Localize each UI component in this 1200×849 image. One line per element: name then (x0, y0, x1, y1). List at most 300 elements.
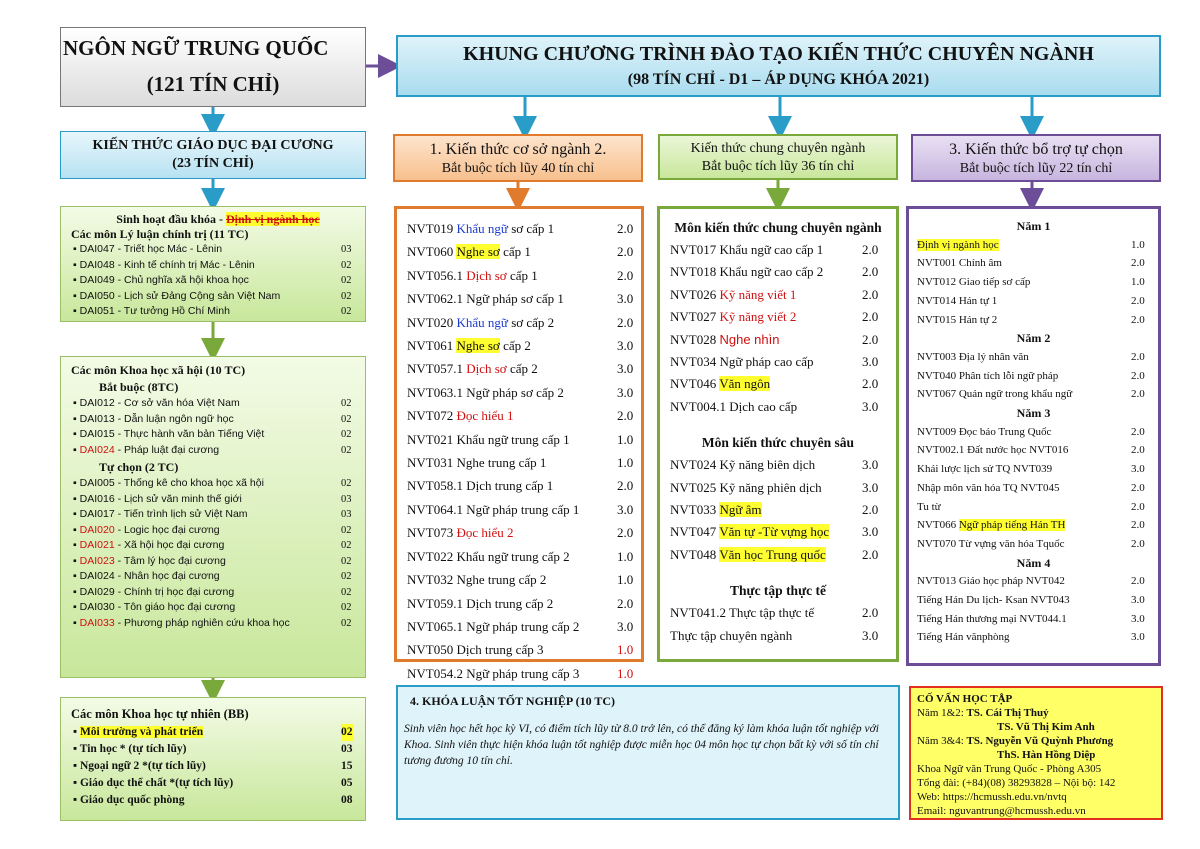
course-row (909, 348, 1158, 367)
course-name: sơ cấp 2 (507, 314, 555, 330)
course-name: Khẩu ngữ trung cấp 1 (456, 431, 570, 447)
elective-title: 3. Kiến thức bổ trợ tự chọn (949, 141, 1123, 158)
course-name: DAI050 - Lịch sử Đảng Cộng sản Việt Nam (79, 289, 281, 302)
course-row: ▪ DAI020 - Logic học đại cương 02 (61, 523, 365, 539)
course-code: NVT033 (670, 502, 717, 518)
course-name-highlight: Nghe sơ (456, 244, 500, 260)
course-row: ▪ Tin học * (tự tích lũy) 03 (61, 741, 365, 758)
foundation-course-list (394, 206, 644, 681)
course-credits: 2.0 (1131, 500, 1145, 513)
specialized-title: Môn kiến thức chuyên sâu (701, 435, 855, 451)
course-credits: 3.0 (617, 384, 634, 400)
course-row (397, 662, 641, 685)
course-credits: 3.0 (1131, 594, 1145, 607)
course-name: DAI016 - Lịch sử văn minh thế giới (79, 492, 242, 505)
course-name: NVT003 Địa lý nhân văn (917, 350, 1029, 363)
course-code: NVT073 (407, 525, 454, 541)
course-name: - Phương pháp nghiên cứu khoa học (114, 616, 290, 629)
course-row (397, 474, 641, 497)
course-row (660, 625, 896, 647)
course-name: Ngữ pháp trung cấp 3 (466, 665, 580, 681)
course-credits: 02 (341, 555, 352, 567)
course-credits: 02 (341, 540, 352, 551)
course-credits: 2.0 (862, 605, 879, 621)
course-row (397, 381, 641, 404)
course-name-highlight: Kỹ năng viết 1 (719, 286, 797, 302)
course-row (397, 451, 641, 474)
course-row (909, 516, 1158, 535)
course-credits: 2.0 (617, 408, 634, 424)
course-row: ▪ Giáo dục thể chất *(tự tích lũy) 05 (61, 775, 365, 792)
course-code: DAI023 (79, 554, 115, 567)
course-row: ▪ DAI047 - Triết học Mác - Lênin 03 (61, 242, 365, 258)
course-row: ▪ DAI015 - Thực hành văn bản Tiếng Việt 02 (61, 427, 365, 443)
natural-science-box (60, 697, 366, 821)
course-code: NVT026 (670, 286, 717, 302)
course-row (397, 311, 641, 334)
course-row (909, 628, 1158, 647)
course-name: cấp 1 (499, 244, 531, 260)
specialized-list (660, 454, 896, 566)
course-credits: 02 (341, 398, 352, 409)
elective-requirement: Bắt buộc tích lũy 22 tín chỉ (959, 161, 1113, 176)
course-name: DAI012 - Cơ sở văn hóa Việt Nam (79, 397, 240, 409)
thesis-title: 4. KHÓA LUẬN TỐT NGHIỆP (10 TC) (410, 694, 616, 708)
politics-subtitle: Các môn Lý luận chính trị (11 TC) (71, 227, 249, 241)
course-row (660, 351, 896, 373)
advisor-y12: Năm 1&2: TS. Cái Thị Thuỷ (917, 707, 1049, 719)
course-credits: 02 (341, 724, 353, 741)
course-row: ▪ Môi trường và phát triển 02 (61, 724, 365, 741)
course-name: cấp 2 (499, 338, 531, 354)
course-name: - Pháp luật đại cương (114, 443, 220, 456)
course-credits: 1.0 (617, 548, 634, 564)
course-code: NVT059.1 (407, 595, 463, 611)
course-credits: 02 (341, 306, 352, 317)
course-credits: 2.0 (862, 286, 879, 302)
course-credits: 2.0 (1131, 350, 1145, 363)
course-credits: 2.0 (862, 264, 879, 280)
program-credits: (121 TÍN CHỈ) (146, 72, 280, 96)
course-row (660, 602, 896, 624)
course-credits: 2.0 (1131, 257, 1145, 270)
course-name: DAI030 - Tôn giáo học đại cương (79, 601, 236, 613)
course-credits: 3.0 (862, 398, 879, 414)
course-name: Ngữ pháp trung cấp 2 (466, 618, 580, 634)
course-credits: 02 (341, 275, 352, 286)
course-name-highlight: Dịch sơ (466, 267, 507, 283)
course-code: NVT057.1 (407, 361, 463, 377)
course-credits: 02 (341, 413, 352, 425)
course-credits: 2.0 (1131, 575, 1145, 588)
course-credits: 1.0 (1131, 238, 1145, 251)
course-credits: 3.0 (1131, 463, 1145, 476)
course-name: NVT013 Giáo học pháp NVT042 (917, 575, 1065, 588)
course-row (909, 498, 1158, 517)
course-row: ▪ DAI005 - Thống kê cho khoa học xã hội 02 (61, 476, 365, 492)
course-row (397, 357, 641, 380)
year-label: Năm 4 (1016, 555, 1051, 570)
course-row: ▪ Ngoại ngữ 2 *(tự tích lũy) 15 (61, 758, 365, 775)
course-credits: 2.0 (1131, 425, 1145, 438)
course-name: NVT002.1 Đất nước học NVT016 (917, 444, 1069, 457)
course-credits: 3.0 (1131, 612, 1145, 625)
course-code: NVT020 (407, 314, 454, 330)
advisor-y34-b: ThS. Hàn Hồng Diệp (997, 749, 1096, 761)
course-row: ▪ DAI021 - Xã hội học đại cương 02 (61, 538, 365, 554)
course-code: NVT060 (407, 244, 454, 260)
course-name-highlight: Kỹ năng viết 2 (719, 309, 797, 325)
course-row (660, 544, 896, 566)
course-name-highlight: Đọc hiểu 1 (456, 408, 514, 424)
course-credits: 2.0 (617, 267, 634, 283)
course-credits: 02 (341, 444, 352, 456)
course-name: - Xã hội học đại cương (114, 539, 225, 551)
course-name: Giáo dục quốc phòng (79, 794, 185, 806)
course-name: Dịch trung cấp 1 (466, 478, 554, 494)
course-row (397, 240, 641, 263)
course-credits: 2.0 (1131, 369, 1145, 382)
course-row (397, 615, 641, 638)
course-name: DAI005 - Thống kê cho khoa học xã hội (79, 477, 264, 489)
course-name: Khẩu ngữ cao cấp 1 (719, 242, 824, 257)
course-row: ▪ DAI012 - Cơ sở văn hóa Việt Nam 02 (61, 396, 365, 412)
course-code: NVT048 (670, 546, 717, 562)
course-row (397, 545, 641, 568)
course-credits: 2.0 (1131, 313, 1145, 326)
foundation-header (393, 134, 643, 182)
course-credits: 02 (341, 586, 352, 598)
course-row: ▪ DAI016 - Lịch sử văn minh thế giới 03 (61, 492, 365, 508)
course-row (660, 396, 896, 418)
course-credits: 02 (341, 259, 352, 271)
required-label: Bắt buộc (8TC) (99, 380, 179, 394)
course-name: NVT015 Hán tự 2 (917, 313, 998, 326)
course-name: sơ cấp 1 (507, 221, 555, 236)
elective-header (911, 134, 1161, 182)
course-name: Ngoại ngữ 2 *(tự tích lũy) (79, 760, 206, 772)
course-credits: 02 (341, 478, 352, 489)
course-row (909, 423, 1158, 442)
course-credits: 2.0 (862, 309, 879, 325)
orientation-struck: Định vị ngành học (226, 212, 320, 226)
course-credits: 02 (341, 429, 352, 440)
course-name-highlight: Đọc hiểu 2 (456, 525, 514, 541)
program-name: NGÔN NGỮ TRUNG QUỐC (63, 36, 329, 60)
course-name: Khẩu ngữ cao cấp 2 (719, 264, 824, 280)
course-code: NVT022 (407, 548, 454, 564)
course-name-highlight: Dịch sơ (466, 361, 507, 377)
major-requirement: Bắt buộc tích lũy 36 tín chỉ (701, 159, 855, 174)
course-row (660, 373, 896, 395)
course-credits: 2.0 (617, 595, 634, 611)
course-row (397, 404, 641, 427)
course-row (660, 454, 896, 476)
course-code: DAI024 (79, 443, 115, 456)
general-education-header (60, 131, 366, 179)
general-education-credits: (23 TÍN CHỈ) (172, 156, 254, 171)
course-name-highlight: Ngữ âm (719, 502, 762, 518)
foundation-requirement: Bắt buộc tích lũy 40 tín chỉ (441, 161, 595, 176)
course-code: NVT050 (407, 642, 454, 658)
politics-list (61, 242, 365, 320)
course-credits: 2.0 (1131, 444, 1145, 457)
course-credits: 3.0 (862, 457, 879, 473)
course-row (909, 441, 1158, 460)
course-row (397, 334, 641, 357)
course-row (660, 499, 896, 521)
course-name: NVT012 Giao tiếp sơ cấp (917, 276, 1031, 289)
internship-title: Thực tập thực tế (729, 583, 827, 599)
course-credits: 1.0 (1131, 276, 1145, 289)
course-name: DAI029 - Chính trị học đại cương (79, 585, 235, 598)
course-row (397, 428, 641, 451)
course-name: Nhập môn văn hóa TQ NVT045 (917, 481, 1060, 494)
course-name-highlight: Văn tự -Từ vựng học (719, 524, 830, 540)
social-science-title: Các môn Khoa học xã hội (10 TC) (71, 363, 246, 377)
course-credits: 2.0 (617, 244, 634, 260)
course-name: Kỹ năng phiên dịch (719, 479, 822, 495)
course-credits: 02 (341, 602, 352, 613)
course-code: NVT063.1 (407, 384, 463, 400)
course-name: cấp 1 (506, 267, 538, 283)
course-name: DAI015 - Thực hành văn bản Tiếng Việt (79, 428, 265, 440)
course-name: Tiếng Hán Du lịch- Ksan NVT043 (917, 594, 1070, 607)
course-code: NVT018 (670, 264, 717, 280)
course-row (397, 521, 641, 544)
course-credits: 2.0 (1131, 537, 1145, 550)
course-row (660, 329, 896, 351)
course-name: Ngữ pháp trung cấp 1 (466, 501, 580, 517)
course-credits: 03 (341, 509, 352, 520)
course-name-highlight: Văn học Trung quốc (719, 546, 826, 562)
course-row (660, 261, 896, 283)
course-code: NVT028 (670, 331, 717, 347)
course-row (909, 572, 1158, 591)
course-name: NVT067 Quán ngữ trong khẩu ngữ (917, 388, 1073, 401)
course-row (660, 239, 896, 261)
advisor-email-link[interactable]: Email: nguvantrung@hcmussh.edu.vn (917, 805, 1086, 817)
course-row (397, 498, 641, 521)
foundation-title: 1. Kiến thức cơ sở ngành 2. (429, 141, 607, 158)
course-credits: 02 (341, 571, 352, 582)
major-title: Kiến thức chung chuyên ngành (690, 141, 866, 156)
course-credits: 2.0 (1131, 388, 1145, 401)
course-name-highlight: Nghe sơ (456, 338, 500, 354)
course-row: ▪ DAI024 - Nhân học đại cương 02 (61, 569, 365, 585)
course-row (397, 638, 641, 661)
course-credits: 3.0 (862, 627, 879, 643)
course-name: Tin học * (tự tích lũy) (79, 743, 187, 755)
course-row (909, 610, 1158, 629)
course-credits: 3.0 (862, 524, 879, 540)
course-row (909, 254, 1158, 273)
course-row (660, 521, 896, 543)
year-label: Năm 3 (1016, 406, 1051, 421)
course-row: ▪ DAI024 - Pháp luật đại cương 02 (61, 443, 365, 459)
course-code: DAI020 (79, 523, 115, 536)
major-header (658, 134, 898, 180)
course-name: - Tâm lý học đại cương (114, 554, 226, 567)
course-row (397, 592, 641, 615)
course-row (909, 479, 1158, 498)
course-credits: 2.0 (1131, 481, 1145, 494)
course-row (909, 236, 1158, 255)
course-credits: 2.0 (1131, 294, 1145, 307)
course-row: ▪ DAI051 - Tư tưởng Hồ Chí Minh 02 (61, 304, 365, 320)
course-row (909, 367, 1158, 386)
course-credits: 2.0 (617, 314, 634, 330)
course-credits: 1.0 (617, 642, 634, 658)
course-name: Thực tập chuyên ngành (670, 627, 793, 643)
course-name: Nghe trung cấp 2 (456, 572, 547, 588)
advisor-title: CỐ VẤN HỌC TẬP (917, 693, 1013, 705)
course-name: - Logic học đại cương (114, 523, 220, 536)
course-row (909, 460, 1158, 479)
course-row: ▪ DAI033 - Phương pháp nghiên cứu khoa học 02 (61, 616, 365, 632)
course-name: NVT070 Từ vựng văn hóa Tquốc (917, 537, 1065, 550)
course-credits: 3.0 (862, 354, 879, 370)
course-name: DAI049 - Chủ nghĩa xã hội khoa học (79, 274, 249, 286)
natural-science-title: Các môn Khoa học tự nhiên (BB) (71, 707, 249, 721)
course-code: NVT062.1 (407, 291, 463, 307)
advisor-y12-b: TS. Vũ Thị Kim Anh (997, 721, 1095, 733)
course-credits: 3.0 (617, 291, 634, 307)
supplementary-course-list (906, 206, 1161, 666)
course-name: Định vị ngành học (917, 238, 999, 251)
course-row (909, 385, 1158, 404)
social-science-box (60, 356, 366, 678)
course-row (909, 292, 1158, 311)
course-credits: 2.0 (862, 331, 879, 347)
course-name: Giáo dục thể chất *(tự tích lũy) (79, 777, 234, 789)
course-code: NVT041.2 (670, 605, 726, 621)
course-name: cấp 2 (506, 361, 538, 377)
course-code: NVT047 (670, 524, 717, 540)
framework-subtitle: (98 TÍN CHỈ - D1 – ÁP DỤNG KHÓA 2021) (627, 71, 930, 88)
year-label: Năm 1 (1016, 219, 1051, 233)
course-row: ▪ DAI023 - Tâm lý học đại cương 02 (61, 554, 365, 570)
course-name: Thực tập thực tế (728, 605, 815, 621)
course-code: NVT004.1 (670, 398, 726, 414)
course-credits: 3.0 (862, 479, 879, 495)
course-name: DAI024 - Nhân học đại cương (79, 570, 220, 582)
course-credits: 1.0 (617, 572, 634, 588)
course-name: DAI017 - Tiến trình lịch sử Việt Nam (79, 508, 248, 520)
course-name: Ngữ pháp cao cấp (719, 354, 814, 370)
course-row: ▪ Giáo dục quốc phòng 08 (61, 792, 365, 809)
course-credits: 2.0 (862, 376, 879, 392)
course-credits: 1.0 (617, 455, 634, 471)
course-code: NVT031 (407, 455, 454, 471)
course-credits: 2.0 (862, 546, 879, 562)
course-name: Ngữ pháp sơ cấp 2 (466, 384, 564, 400)
course-name: Dịch cao cấp (729, 398, 798, 414)
course-name: DAI013 - Dẫn luận ngôn ngữ học (79, 412, 234, 425)
course-name: NVT001 Chính âm (917, 257, 1002, 270)
course-code: NVT056.1 (407, 267, 463, 283)
course-credits: 1.0 (617, 431, 634, 447)
course-row: ▪ DAI049 - Chủ nghĩa xã hội khoa học 02 (61, 273, 365, 289)
course-name-highlight: Nghe nhìn (719, 331, 780, 347)
course-name: DAI051 - Tư tưởng Hồ Chí Minh (79, 305, 230, 317)
elective-label: Tự chọn (2 TC) (99, 460, 179, 474)
course-credits: 2.0 (617, 525, 634, 541)
course-row: ▪ DAI048 - Kinh tế chính trị Mác - Lênin 02 (61, 258, 365, 274)
general-education-title: KIẾN THỨC GIÁO DỤC ĐẠI CƯƠNG (92, 138, 334, 153)
course-credits: 03 (341, 493, 352, 505)
course-code: NVT025 (670, 479, 717, 495)
advisor-box (909, 686, 1163, 820)
year-label: Năm 2 (1016, 331, 1051, 346)
orientation-title: Sinh hoạt đầu khóa - Định vị ngành học (116, 212, 320, 226)
course-credits: 3.0 (617, 501, 634, 517)
natural-science-list (61, 724, 365, 809)
course-credits: 3.0 (617, 361, 634, 377)
course-row (660, 306, 896, 328)
course-name: DAI048 - Kinh tế chính trị Mác - Lênin (79, 258, 255, 271)
course-credits: 15 (341, 760, 353, 772)
course-code: NVT046 (670, 376, 717, 392)
course-credits: 2.0 (617, 478, 634, 494)
course-credits: 02 (341, 524, 352, 536)
program-title-box (60, 27, 366, 107)
course-credits: 3.0 (617, 618, 634, 634)
course-code: NVT065.1 (407, 618, 463, 634)
course-name: Khái lược lịch sử TQ NVT039 (917, 463, 1053, 476)
course-code: NVT027 (670, 309, 717, 325)
course-name: NVT009 Đọc báo Trung Quốc (917, 425, 1052, 438)
course-name: Dịch trung cấp 2 (466, 595, 554, 611)
course-row (909, 535, 1158, 554)
politics-box (60, 206, 366, 322)
course-credits: 05 (341, 777, 353, 789)
course-credits: 03 (341, 743, 353, 755)
course-name: Khẩu ngữ trung cấp 2 (456, 548, 570, 564)
course-name: Ngữ pháp sơ cấp 1 (466, 291, 564, 307)
internship-list (660, 602, 896, 647)
course-code: NVT072 (407, 408, 454, 424)
course-row: ▪ DAI013 - Dẫn luận ngôn ngữ học 02 (61, 412, 365, 428)
course-credits: 2.0 (617, 221, 634, 236)
course-credits: 2.0 (862, 502, 879, 518)
advisor-web-link[interactable]: Web: https://hcmussh.edu.vn/nvtq (917, 791, 1067, 803)
elective-list (61, 476, 365, 631)
course-name: Dịch trung cấp 3 (456, 642, 544, 658)
major-common-list (660, 239, 896, 418)
required-list (61, 396, 365, 458)
course-credits: 3.0 (1131, 631, 1145, 644)
course-name: Tu từ (917, 500, 941, 513)
thesis-description: Sinh viên học hết học kỳ VI, có điểm tích lũy từ 8.0 trở lên, có thể đăng ký làm khóa luận tốt nghiệp với Khoa. Sinh viên thực hiện khóa luận tốt nghiệp được miễn học 04 môn học tự chọn bất kỳ với số tín chỉ tương đương 10 tín chỉ. (404, 723, 879, 767)
course-credits: 2.0 (1131, 519, 1145, 532)
course-name: Nghe trung cấp 1 (456, 455, 547, 471)
course-code: DAI033 (79, 616, 115, 629)
course-credits: 03 (341, 244, 352, 255)
course-code: NVT024 (670, 457, 717, 473)
course-code: NVT017 (670, 242, 717, 257)
course-row: ▪ DAI050 - Lịch sử Đảng Cộng sản Việt Nam 02 (61, 289, 365, 305)
thesis-box (396, 685, 900, 820)
course-row (909, 591, 1158, 610)
course-credits: 3.0 (617, 338, 634, 354)
course-name: Tiếng Hán vănphòng (917, 631, 1010, 644)
course-name: NVT040 Phân tích lỗi ngữ pháp (917, 369, 1059, 382)
framework-title: KHUNG CHƯƠNG TRÌNH ĐÀO TẠO KIẾN THỨC CHUYÊN NGÀNH (463, 43, 1094, 65)
course-code: NVT054.2 (407, 665, 463, 681)
course-code: NVT032 (407, 572, 454, 588)
course-row (397, 217, 641, 240)
